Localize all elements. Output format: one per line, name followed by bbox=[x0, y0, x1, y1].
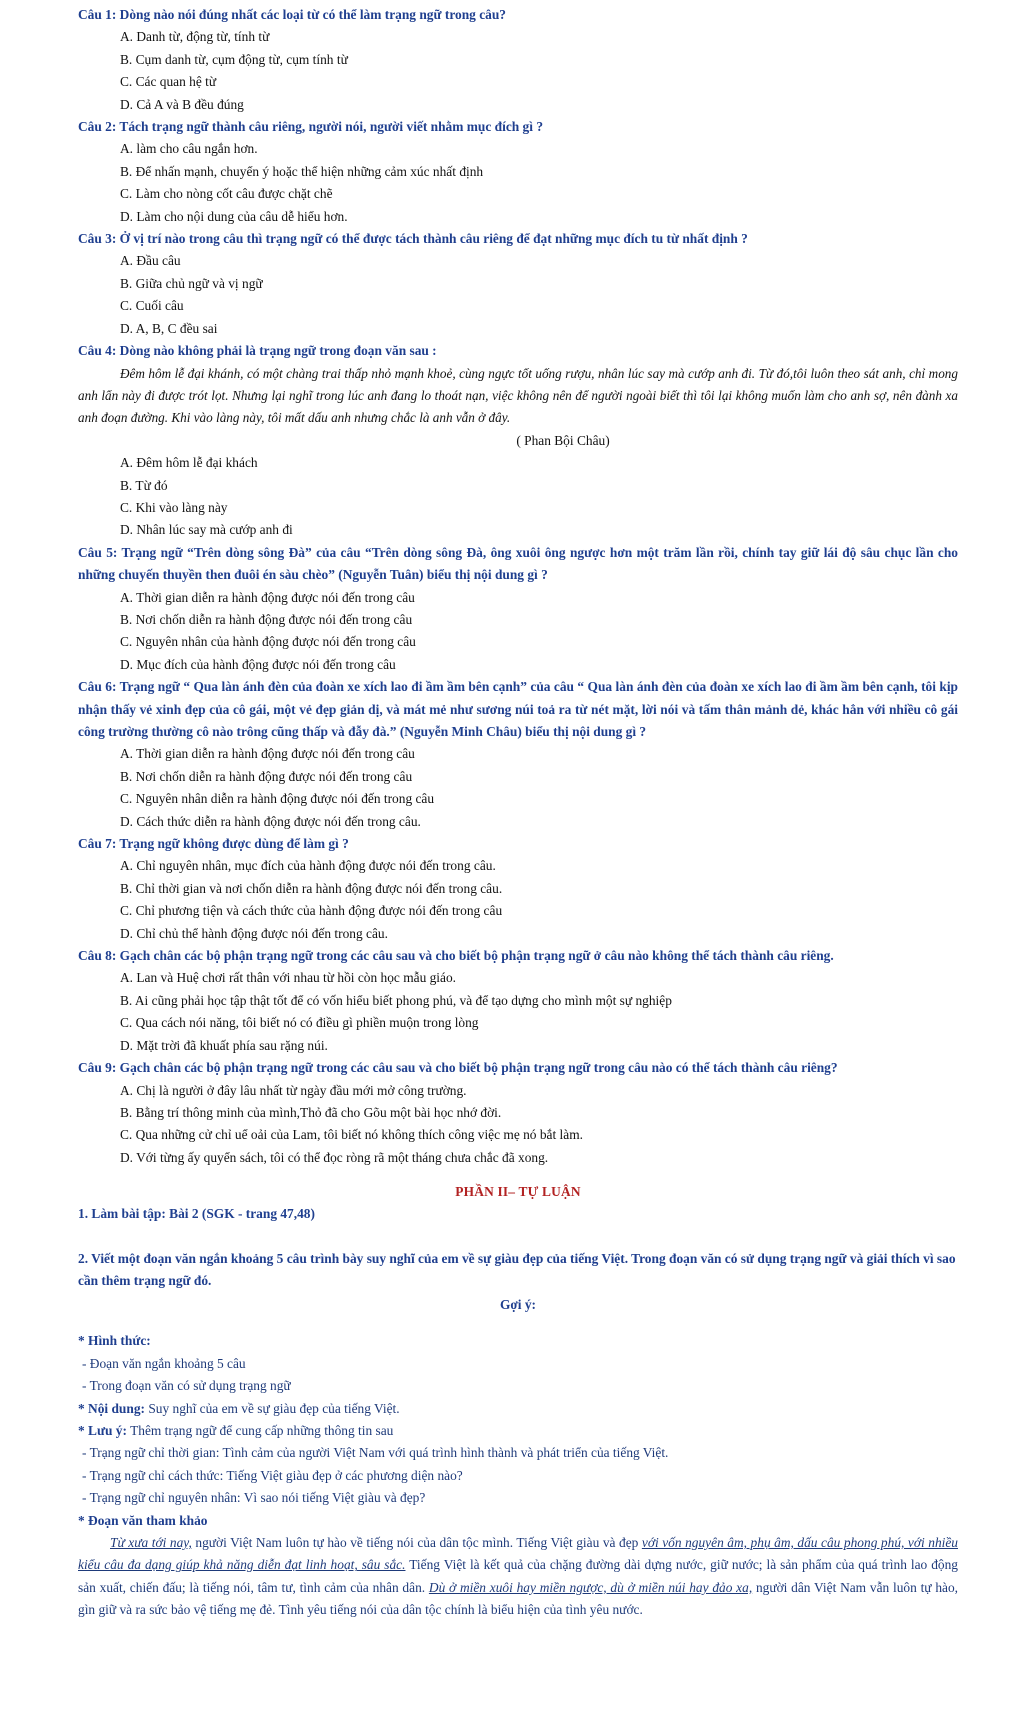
question-9 bbox=[78, 1057, 958, 1169]
option-b: B. Chỉ thời gian và nơi chốn diễn ra hành động được nói đến trong câu. bbox=[120, 880, 503, 896]
content-text: Suy nghĩ của em về sự giàu đẹp của tiếng Việt. bbox=[144, 1400, 400, 1416]
note-item: - Trạng ngữ chỉ cách thức: Tiếng Việt giàu đẹp ở các phương diện nào? bbox=[82, 1467, 463, 1483]
option-b: B. Để nhấn mạnh, chuyển ý hoặc thể hiện những cảm xúc nhất định bbox=[120, 163, 484, 179]
passage-text: Đêm hôm lễ đại khánh, có một chàng trai thấp nhỏ mạnh khoẻ, cùng ngực tốt uống rượu, nhân lúc say mà cướp anh đi. Từ đó,tôi luôn theo sát anh, chỉ mong anh lẩn này đi được trót lọt. Nhưng lại nghĩ trong lúc anh đang lo thoát nạn, việc không nên để người ngoài biết thì tôi lại không muốn làm cho anh sợ, nên đành xa anh đoạn đường. Khi vào làng này, tôi mất dấu anh nhưng chắc là anh vẫn ở đây. bbox=[78, 365, 958, 426]
question-title: Câu 4: Dòng nào không phải là trạng ngữ trong đoạn văn sau : bbox=[78, 343, 437, 359]
option-c: C. Chỉ phương tiện và cách thức của hành động được nói đến trong câu bbox=[120, 903, 503, 919]
option-a: A. Thời gian diễn ra hành động được nói đến trong câu bbox=[120, 746, 415, 762]
question-1 bbox=[78, 4, 958, 116]
option-d: D. Nhân lúc say mà cướp anh đi bbox=[120, 522, 293, 538]
question-title: Câu 5: Trạng ngữ “Trên dòng sông Đà” của câu “Trên dòng sông Đà, ông xuôi ông ngược hơn một trăm lần rồi, chính tay giữ lái độ sâu chục lần cho những chuyến thuyền then đuôi én sàu chèo” (Nguyễn Tuân) biểu thị nội dung gì ? bbox=[78, 544, 958, 583]
adverbial-manner: với vốn nguyên âm, phụ âm, dấu câu phong phú, với nhiều kiểu câu đa dạng giúp khả năng diễn đạt linh hoạt, sâu sắc. bbox=[78, 1535, 958, 1573]
question-title: Câu 3: Ở vị trí nào trong câu thì trạng ngữ có thể được tách thành câu riêng để đạt những mục đích tu từ nhất định ? bbox=[78, 231, 748, 247]
sample-paragraph: Từ xưa tới nay, người Việt Nam luôn tự hào về tiếng nói của dân tộc mình. Tiếng Việt giàu và đẹp với vốn nguyên âm, phụ âm, dấu câu phong phú, với nhiều kiểu câu đa dạng giúp khả năng diễn đạt linh hoạt, sâu sắc. Tiếng Việt là kết quả của chặng đường dài dựng nước, giữ nước; là sản phẩm của quá trình lao động sản xuất, chiến đấu; là tiếng nói, tâm tư, tình cảm của nhân dân. Dù ở miền xuôi hay miền ngược, dù ở miền núi hay đảo xa, người dân Việt Nam vẫn luôn tự hào, gìn giữ và ra sức bảo vệ tiếng mẹ đẻ. Tình yêu tiếng nói của dân tộc chính là biểu hiện của tình yêu nước. bbox=[78, 1535, 958, 1618]
option-c: C. Cuối câu bbox=[120, 298, 184, 314]
option-d: D. Cách thức diễn ra hành động được nói đến trong câu. bbox=[120, 813, 421, 829]
note-text: Thêm trạng ngữ để cung cấp những thông tin sau bbox=[126, 1422, 394, 1438]
question-5 bbox=[78, 542, 958, 676]
content-line bbox=[78, 1398, 958, 1420]
question-title: Câu 2: Tách trạng ngữ thành câu riêng, người nói, người viết nhằm mục đích gì ? bbox=[78, 119, 544, 135]
option-d: D. Làm cho nội dung của câu dễ hiểu hơn. bbox=[120, 208, 348, 224]
option-c: C. Làm cho nòng cốt câu được chặt chẽ bbox=[120, 186, 333, 202]
option-b: B. Bằng trí thông minh của mình,Thỏ đã cho Gõu một bài học nhớ đời. bbox=[120, 1104, 502, 1120]
worksheet-page bbox=[78, 4, 958, 1622]
form-item: - Trong đoạn văn có sử dụng trạng ngữ bbox=[82, 1378, 291, 1394]
option-d: D. Chỉ chủ thể hành động được nói đến trong câu. bbox=[120, 925, 388, 941]
part-2-heading: PHẦN II– TỰ LUẬN bbox=[455, 1184, 581, 1200]
note-line bbox=[78, 1420, 958, 1442]
option-d: D. Mặt trời đã khuất phía sau rặng núi. bbox=[120, 1037, 328, 1053]
question-title: Câu 6: Trạng ngữ “ Qua làn ánh đèn của đoàn xe xích lao đi ầm ầm bên cạnh” của câu “ Qua làn ánh đèn của đoàn xe xích lao đi ầm ầm bên cạnh, tôi kịp nhận thấy vẻ xinh đẹp của cô gái, một vẻ đẹp giản dị, và mát mẻ như sương núi toả ra từ nét mặt, lời nói và tấm thân mảnh dẻ, khác hẳn với nhiều cô gái công trường thường cô nào trông cũng thấp và đẫy đà.” (Nguyễn Minh Châu) biểu thị nội dung gì ? bbox=[78, 679, 958, 739]
option-a: A. Thời gian diễn ra hành động được nói đến trong câu bbox=[120, 589, 415, 605]
option-a: A. Đầu câu bbox=[120, 253, 181, 269]
question-2 bbox=[78, 116, 958, 228]
question-title: Câu 7: Trạng ngữ không được dùng để làm gì ? bbox=[78, 836, 349, 852]
hint-label: Gợi ý: bbox=[499, 1297, 537, 1313]
question-title: Câu 1: Dòng nào nói đúng nhất các loại từ có thể làm trạng ngữ trong câu? bbox=[78, 7, 506, 22]
passage-source: ( Phan Bội Châu) bbox=[516, 432, 610, 448]
question-title: Câu 8: Gạch chân các bộ phận trạng ngữ trong các câu sau và cho biết bộ phận trạng ngữ ở câu nào không thể tách thành câu riêng. bbox=[78, 948, 834, 964]
option-b: B. Cụm danh từ, cụm động từ, cụm tính từ bbox=[120, 51, 348, 67]
option-a: A. Đêm hôm lễ đại khách bbox=[120, 455, 258, 471]
option-a: A. làm cho câu ngắn hơn. bbox=[120, 141, 258, 157]
form-item: - Đoạn văn ngắn khoảng 5 câu bbox=[82, 1355, 246, 1371]
option-a: A. Danh từ, động từ, tính từ bbox=[120, 29, 270, 45]
option-b: B. Ai cũng phải học tập thật tốt để có vốn hiểu biết phong phú, và để tạo dựng cho mình một sự nghiệp bbox=[120, 992, 672, 1008]
option-c: C. Khi vào làng này bbox=[120, 499, 228, 515]
option-d: D. A, B, C đều sai bbox=[120, 320, 218, 336]
essay-task-1: 1. Làm bài tập: Bài 2 (SGK - trang 47,48) bbox=[78, 1206, 315, 1222]
question-title: Câu 9: Gạch chân các bộ phận trạng ngữ trong các câu sau và cho biết bộ phận trạng ngữ trong câu nào có thể tách thành câu riêng? bbox=[78, 1060, 838, 1076]
option-d: D. Với từng ấy quyển sách, tôi có thể đọc ròng rã một tháng chưa chắc đã xong. bbox=[120, 1149, 549, 1165]
option-c: C. Qua những cử chỉ uể oải của Lam, tôi biết nó không thích công việc mẹ nó bắt làm. bbox=[120, 1127, 583, 1143]
option-b: B. Nơi chốn diễn ra hành động được nói đến trong câu bbox=[120, 768, 413, 784]
note-label: * Lưu ý: bbox=[78, 1422, 127, 1438]
form-label: * Hình thức: bbox=[78, 1333, 151, 1349]
question-7 bbox=[78, 833, 958, 945]
option-a: A. Lan và Huệ chơi rất thân với nhau từ hồi còn học mẫu giáo. bbox=[120, 970, 457, 986]
option-d: D. Cả A và B đều đúng bbox=[120, 96, 244, 112]
option-c: C. Nguyên nhân diễn ra hành động được nói đến trong câu bbox=[120, 791, 435, 807]
adverbial-place: Dù ở miền xuôi hay miền ngược, dù ở miền núi hay đảo xa, bbox=[428, 1579, 753, 1595]
option-b: B. Giữa chủ ngữ và vị ngữ bbox=[120, 275, 263, 291]
content-label: * Nội dung: bbox=[78, 1400, 145, 1416]
question-3 bbox=[78, 228, 958, 340]
question-4 bbox=[78, 340, 958, 542]
option-c: C. Các quan hệ từ bbox=[120, 74, 217, 90]
option-d: D. Mục đích của hành động được nói đến trong câu bbox=[120, 656, 396, 672]
option-c: C. Qua cách nói năng, tôi biết nó có điều gì phiền muộn trong lòng bbox=[120, 1015, 479, 1031]
option-a: A. Chị là người ở đây lâu nhất từ ngày đầu mới mở công trường. bbox=[120, 1082, 467, 1098]
question-6 bbox=[78, 676, 958, 833]
sample-label: * Đoạn văn tham khảo bbox=[78, 1512, 208, 1528]
option-c: C. Nguyên nhân của hành động được nói đến trong câu bbox=[120, 634, 416, 650]
note-item: - Trạng ngữ chỉ nguyên nhân: Vì sao nói tiếng Việt giàu và đẹp? bbox=[82, 1490, 426, 1506]
option-a: A. Chỉ nguyên nhân, mục đích của hành động được nói đến trong câu. bbox=[120, 858, 496, 874]
question-8 bbox=[78, 945, 958, 1057]
option-b: B. Nơi chốn diễn ra hành động được nói đến trong câu bbox=[120, 611, 413, 627]
note-item: - Trạng ngữ chỉ thời gian: Tình cảm của người Việt Nam với quá trình hình thành và phát triển của tiếng Việt. bbox=[82, 1445, 669, 1461]
essay-task-2: 2. Viết một đoạn văn ngắn khoảng 5 câu trình bày suy nghĩ của em về sự giàu đẹp của tiếng Việt. Trong đoạn văn có sử dụng trạng ngữ và giải thích vì sao cần thêm trạng ngữ đó. bbox=[78, 1250, 956, 1288]
adverbial-time: Từ xưa tới nay, bbox=[110, 1535, 192, 1550]
option-b: B. Từ đó bbox=[120, 477, 168, 493]
part-2-section bbox=[78, 1181, 958, 1622]
